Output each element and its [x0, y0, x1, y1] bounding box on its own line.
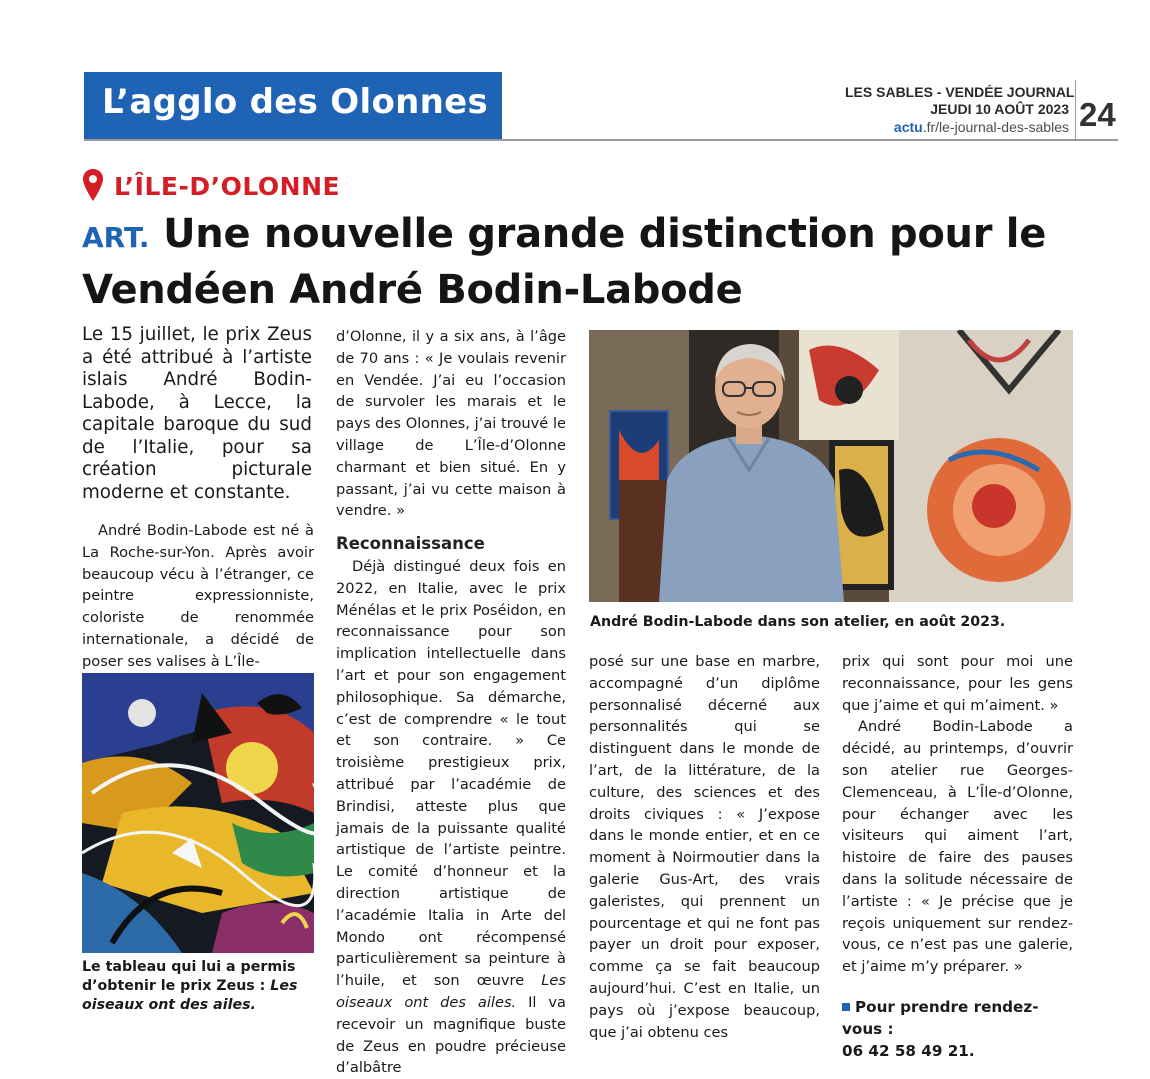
location-pin-icon: [82, 168, 104, 202]
article-location: L’ÎLE-D’OLONNE: [114, 172, 341, 201]
painting-artwork: [82, 673, 314, 953]
painting-image: [82, 673, 314, 953]
photo-caption: André Bodin-Labode dans son atelier, en août 2023.: [590, 614, 1006, 630]
body-paragraph-2d: prix qui sont pour moi une reconnaissance, pour les gens que j’aime et qui m’aiment. »: [842, 653, 1073, 714]
header-rule: [84, 139, 1118, 141]
painting-title: Les oiseaux ont des ailes.: [82, 978, 298, 1013]
section-banner: [84, 72, 502, 139]
article-headline: [82, 208, 1122, 316]
issue-date: JEUDI 10 AOÛT 2023: [930, 101, 1069, 117]
body-paragraph-1b: d’Olonne, il y a six ans, à l’âge de 70 ans : « Je voulais revenir en Vendée. J’ai eu l’occasion de survoler les marais et le pays des Olonnes, j’ai trouvé le village de L’Île-d’Olonne charmant et bien situé. En y passant, j’ai vu cette maison à vendre. »: [336, 328, 566, 520]
p2-text-b: Il va recevoir un magnifique buste de Zeus en poudre précieuse d’albâtre: [336, 993, 566, 1077]
p2-text-a: Déjà distingué deux fois en 2022, en Italie, avec le prix Ménélas et le prix Poséidon, en reconnaissance pour son implication intellectuelle dans l’art et pour son engagement philosophique. Sa démarche, c’est de comprendre « le tout et son contraire. » Ce troisième prestigieux prix, attribué par l’académie de Brindisi, atteste plus que jamais de la puissante qualité artistique de l’artiste peintre. Le comité d’honneur et la direction artistique de l’académie Italia in Arte del Mondo ont récompensé particulièrement sa peinture à l’huile, et son œuvre: [336, 557, 566, 990]
bullet-square-icon: [842, 1003, 850, 1011]
phone-number[interactable]: 06 42 58 49 21.: [842, 1041, 975, 1060]
page-number-divider: [1075, 80, 1076, 140]
appointment-info: [842, 996, 1073, 1062]
article-rubric: ART.: [82, 221, 150, 254]
page-number: 24: [1079, 96, 1116, 133]
lead-paragraph: Le 15 juillet, le prix Zeus a été attribué à l’artiste islais André Bodin-Labode, à Lecce, la capitale baroque du sud de l’Italie, pour sa création picturale moderne et constante.: [82, 324, 312, 503]
artist-photo: [589, 330, 1073, 602]
url-domain: actu: [893, 119, 923, 135]
painting-caption-text: Le tableau qui lui a permis d’obtenir le prix Zeus :: [82, 959, 296, 994]
artwork-title: Les oiseaux ont des ailes.: [336, 972, 566, 1011]
body-paragraph-1a: André Bodin-Labode est né à La Roche-sur-Yon. Après avoir beaucoup vécu à l’étranger, ce peintre expressionniste, coloriste de renommée internationale, a décidé de poser ses valises à L’Île-: [82, 522, 314, 670]
url-path: .fr/le-journal-des-sables: [922, 119, 1069, 135]
body-paragraph-2a: [336, 556, 566, 1079]
artist-in-studio-photo: [589, 330, 1073, 602]
column-3: [589, 651, 820, 1043]
body-paragraph-2c: posé sur une base en marbre, accompagné d’un diplôme personnalisé décerné aux personnalités qui se distinguent dans le monde de l’art, de la littérature, de la culture, des sciences et des droits civiques : « J’expose dans le monde entier, et en ce moment à Noirmoutier dans la galerie Gus-Art, des vrais galeristes, qui prennent un pourcentage et qui ne font pas payer un droit pour exposer, comme ça se fait beaucoup aujourd’hui. C’est en Italie, un pays où j’expose beaucoup, que j’ai obtenu ces: [589, 653, 820, 1041]
article-lead: [82, 324, 312, 504]
headline-text: Une nouvelle grande distinction pour le Vendéen André Bodin-Labode: [82, 211, 1047, 313]
appointment-label: Pour prendre rendez-vous :: [842, 997, 1039, 1038]
website-link[interactable]: [845, 118, 1069, 137]
column-4: [842, 651, 1073, 1062]
painting-caption: [82, 958, 316, 1015]
masthead: [845, 84, 1075, 137]
publication-name: LES SABLES - VENDÉE JOURNAL: [845, 84, 1075, 100]
body-paragraph-3: André Bodin-Labode a décidé, au printemps, d’ouvrir son atelier rue Georges-Clemenceau, à L’Île-d’Olonne, pour échanger avec les visiteurs qui aiment l’art, histoire de faire des pauses dans la solitude nécessaire de l’artiste : « Je précise que je reçois uniquement sur rendez-vous, ce n’est pas une galerie, et j’aime m’y préparer. »: [842, 718, 1073, 976]
section-title: L’agglo des Olonnes: [102, 82, 489, 122]
column-1-body: [82, 520, 314, 673]
column-2: [336, 326, 566, 1079]
subhead-reconnaissance: Reconnaissance: [336, 534, 485, 554]
